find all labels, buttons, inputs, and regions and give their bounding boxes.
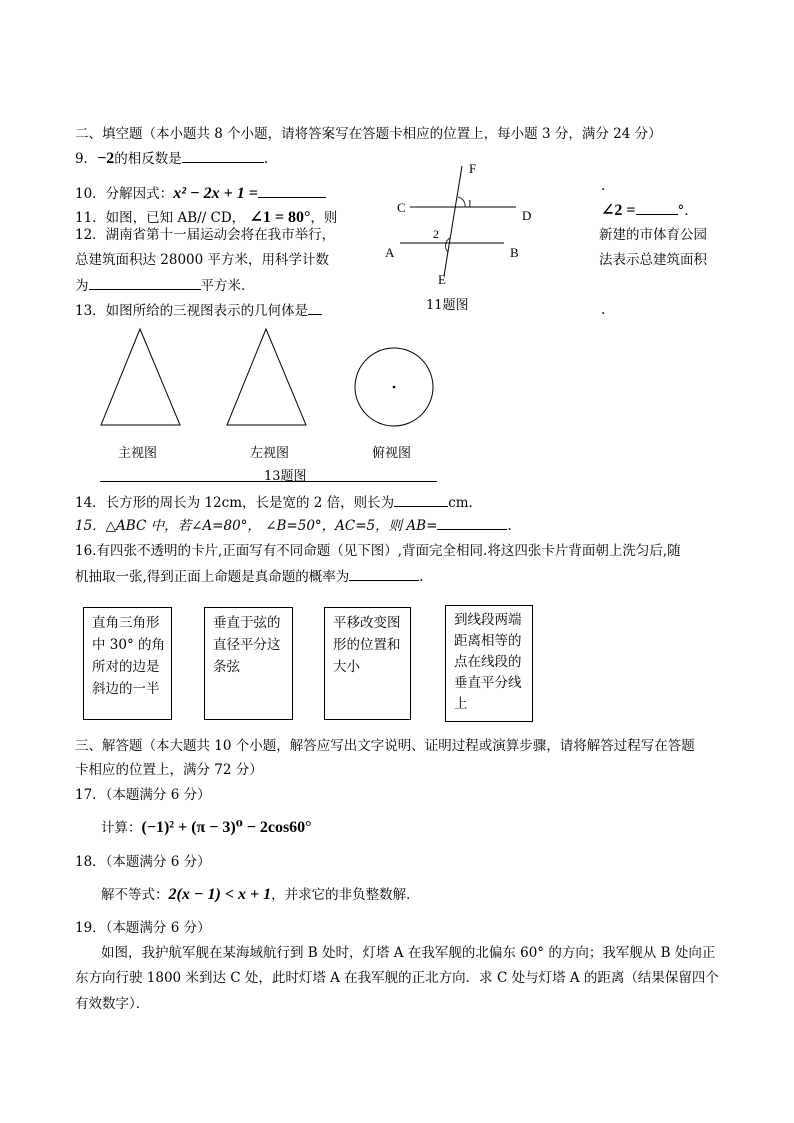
q12-line3-suffix: 平方米． (200, 278, 255, 294)
q19-head: 19．（本题满分 6 分） (75, 920, 211, 936)
fig13-left-caption: 左视图 (250, 446, 290, 461)
fig11-caption: 11题图 (426, 298, 469, 313)
q11-right-math: ∠2 = (601, 202, 636, 219)
q12-line2-right: 法表示总建筑面积 (599, 252, 707, 268)
card-4-line: 到线段两端 (454, 612, 522, 628)
card-4-line: 点在线段的 (454, 654, 522, 670)
q15-end: . (507, 518, 512, 534)
card-4-line: 距离相等的 (454, 633, 522, 649)
section3-header-line1: 三、解答题（本大题共 10 个小题，解答应写出文字说明、证明过程或演算步骤，请将解答过程写在答题 (75, 738, 695, 754)
card-2-line: 垂直于弦的 (213, 615, 281, 631)
card-3 (324, 607, 411, 720)
card-1-line: 直角三角形 (92, 615, 160, 631)
card-1-line: 中 30° 的角 (92, 637, 166, 653)
q18-math: 2(x − 1) < x + 1 (168, 886, 272, 903)
card-3-line: 形的位置和 (333, 637, 401, 653)
card-4-line: 垂直平分线 (454, 675, 522, 691)
figure-13-three-views (95, 325, 445, 430)
q13-answer-blank[interactable] (308, 300, 322, 315)
fig13-front-caption: 主视图 (118, 446, 158, 461)
q12-line3-prefix: 为 (75, 278, 89, 294)
q18-body (101, 885, 420, 905)
card-3-line: 大小 (333, 659, 360, 675)
fig13-top-caption: 俯视图 (372, 446, 412, 461)
q19-line1: 如图，我护航军舰在某海域航行到 B 处时，灯塔 A 在我军舰的北偏东 60° 的方向；我军舰从 B 处向正 (101, 945, 716, 961)
q9-answer-blank[interactable] (182, 148, 264, 163)
q14-text: 14．长方形的周长为 12cm，长是宽的 2 倍，则长为 (75, 495, 395, 511)
q16-line1: 16.有四张不透明的卡片,正面写有不同命题（见下图）,背面完全相同.将这四张卡片背面朝上洗匀后,随 (75, 543, 681, 559)
q19-line3: 有效数字）． (75, 996, 150, 1012)
question-14 (75, 492, 473, 513)
question-15 (75, 515, 512, 536)
fig13-caption: 13题图 (264, 469, 307, 484)
q12-line2: 总建筑面积达 28000 平方米，用科学计数 (75, 252, 330, 268)
q17-head: 17．（本题满分 6 分） (75, 787, 211, 803)
q12-line1: 12．湖南省第十一届运动会将在我市举行， (75, 227, 336, 243)
card-2-line: 条弦 (213, 659, 240, 675)
fig11-angle-2: 2 (433, 227, 439, 241)
card-1-line: 所对的边是 (92, 659, 160, 675)
q17-body (101, 818, 312, 838)
q10-number: 10．分解因式： (75, 186, 174, 202)
front-view-triangle (101, 329, 180, 425)
q13-text: 13．如图所给的三视图表示的几何体是 (75, 303, 309, 319)
q11-answer-blank[interactable] (636, 200, 678, 215)
q11-math: ∠1 = 80° (249, 209, 311, 226)
q11-right (601, 200, 689, 221)
card-2-line: 直径平分这 (213, 637, 281, 653)
q15-text: 15．△ABC 中，若∠A=80°， ∠B=50°，AC=5，则 AB= (75, 518, 438, 534)
q9-math: −2 (97, 150, 115, 167)
section2-header: 二、填空题（本小题共 8 个小题，请将答案写在答题卡相应的位置上，每小题 3 分，满分 24 分） (75, 126, 662, 142)
q11-tail: ，则 (310, 210, 338, 226)
card-1-line: 斜边的一半 (92, 681, 160, 697)
figure-11-diagram (380, 158, 550, 308)
q9-number: 9． (75, 151, 98, 167)
q12-answer-blank[interactable] (89, 275, 201, 290)
fig11-angle-1: 1 (467, 198, 473, 210)
fig11-label-B: B (510, 245, 519, 260)
q17-math: (−1)² + (π − 3)⁰ − 2cos60° (141, 819, 312, 836)
q16-line2-text: 机抽取一张,得到正面上命题是真命题的概率为 (75, 569, 350, 585)
card-1 (83, 607, 172, 720)
card-2 (204, 607, 293, 720)
q19-line2: 东方向行驶 1800 米到达 C 处，此时灯塔 A 在我军舰的正北方向．求 C 处与灯塔 A 的距离（结果保留四个 (75, 970, 719, 986)
q9-end: . (263, 151, 269, 167)
q18-tail: ，并求它的非负整数解． (271, 887, 420, 903)
fig11-label-D: D (522, 208, 532, 223)
fig11-label-E: E (438, 272, 446, 287)
card-4-line: 上 (454, 696, 468, 712)
q16-end: . (419, 569, 424, 585)
fig11-label-F: F (469, 161, 477, 176)
question-13 (75, 300, 322, 321)
q13-right-dot: . (601, 302, 606, 318)
fig11-label-C: C (397, 200, 406, 215)
q14-end: cm. (448, 495, 473, 511)
q16-line2 (75, 566, 424, 587)
q10-answer-blank[interactable] (258, 183, 326, 198)
q16-answer-blank[interactable] (349, 566, 419, 581)
q12-line1-right: 新建的市体育公园 (599, 227, 707, 243)
card-4 (445, 605, 533, 722)
q17-label: 计算： (101, 820, 142, 836)
q14-answer-blank[interactable] (394, 492, 448, 507)
q18-label: 解不等式： (101, 887, 169, 903)
question-9 (75, 148, 268, 169)
top-view-center-dot (393, 386, 396, 389)
section3-header-line2: 卡相应的位置上，满分 72 分） (75, 762, 263, 778)
question-10 (75, 183, 326, 204)
fig11-label-A: A (385, 245, 395, 260)
q12-line3 (75, 275, 255, 296)
q10-right-dot: . (601, 178, 606, 194)
q18-head: 18．（本题满分 6 分） (75, 854, 211, 870)
q15-answer-blank[interactable] (437, 515, 507, 530)
q11-text: 11．如图，已知 AB// CD， (75, 210, 246, 226)
q9-text: 的相反数是 (114, 151, 182, 167)
q11-right-end: °. (677, 203, 689, 219)
q10-math: x² − 2x + 1 = (173, 185, 258, 202)
left-view-triangle (227, 329, 306, 425)
card-3-line: 平移改变图 (333, 615, 401, 631)
